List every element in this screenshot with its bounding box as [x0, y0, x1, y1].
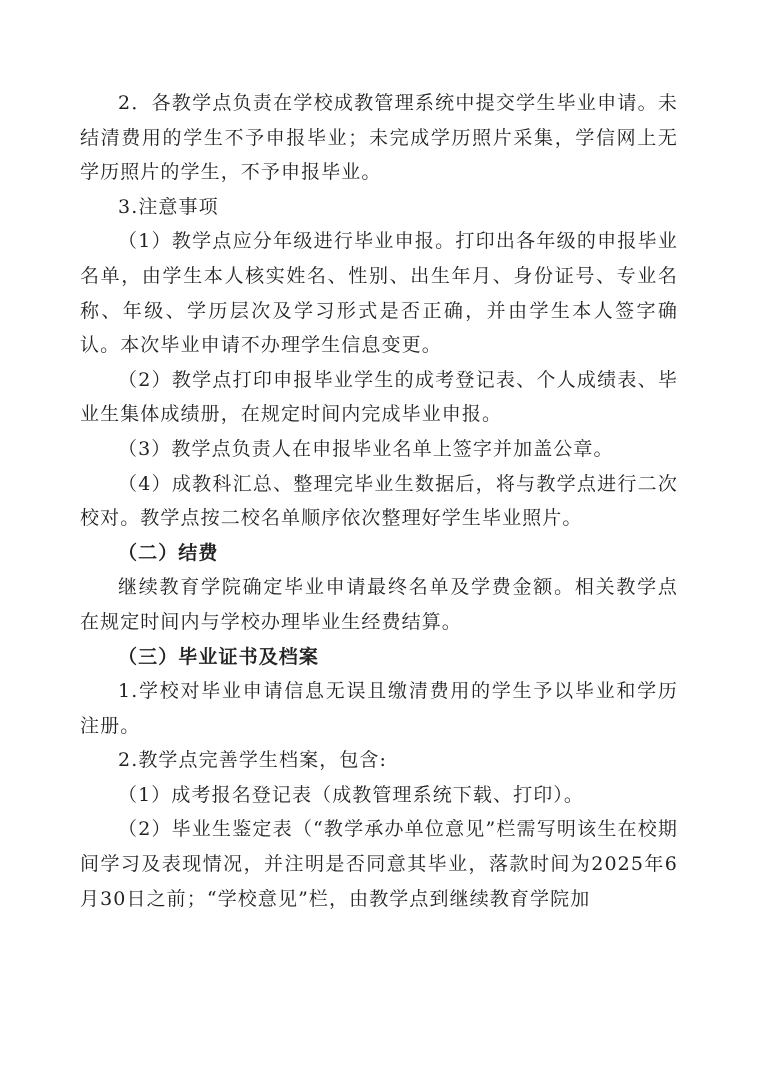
- paragraph-note-1: （1）教学点应分年级进行毕业申报。打印出各年级的申报毕业名单，由学生本人核实姓名、性别、出生年月、身份证号、专业名称、年级、学历层次及学习形式是否正确，并由学生本人签字确认。本次毕业申请不办理学生信息变更。: [80, 230, 678, 357]
- section-heading-fees: （二）结费: [118, 541, 219, 564]
- paragraph-notes-title: 3.注意事项: [118, 195, 219, 218]
- paragraph-note-4: （4）成教科汇总、整理完毕业生数据后，将与教学点进行二次校对。教学点按二校名单顺序依次整理好学生毕业照片。: [80, 472, 678, 530]
- paragraph-note-2: （2）教学点打印申报毕业学生的成考登记表、个人成绩表、毕业生集体成绩册，在规定时间内完成毕业申报。: [80, 368, 678, 426]
- section-heading-certificates: （三）毕业证书及档案: [118, 645, 320, 668]
- paragraph-submit-application: 2．各教学点负责在学校成教管理系统中提交学生毕业申请。未结清费用的学生不予申报毕业；未完成学历照片采集，学信网上无学历照片的学生，不予申报毕业。: [80, 92, 678, 184]
- paragraph-archive-item-1: （1）成考报名登记表（成教管理系统下载、打印）。: [118, 783, 584, 806]
- paragraph-registration: 1.学校对毕业申请信息无误且缴清费用的学生予以毕业和学历注册。: [80, 680, 678, 737]
- paragraph-note-3: （3）教学点负责人在申报毕业名单上签字并加盖公章。: [118, 437, 614, 460]
- document-body: [80, 86, 678, 916]
- paragraph-archive-item-2: （2）毕业生鉴定表（“教学承办单位意见”栏需写明该生在校期间学习及表现情况，并注明是否同意其毕业，落款时间为2025年6月30日之前；“学校意见”栏，由教学点到继续教育学院加: [80, 818, 678, 910]
- paragraph-fees: 继续教育学院确定毕业申请最终名单及学费金额。相关教学点在规定时间内与学校办理毕业生经费结算。: [80, 576, 678, 633]
- paragraph-archives: 2.教学点完善学生档案，包含:: [118, 749, 388, 772]
